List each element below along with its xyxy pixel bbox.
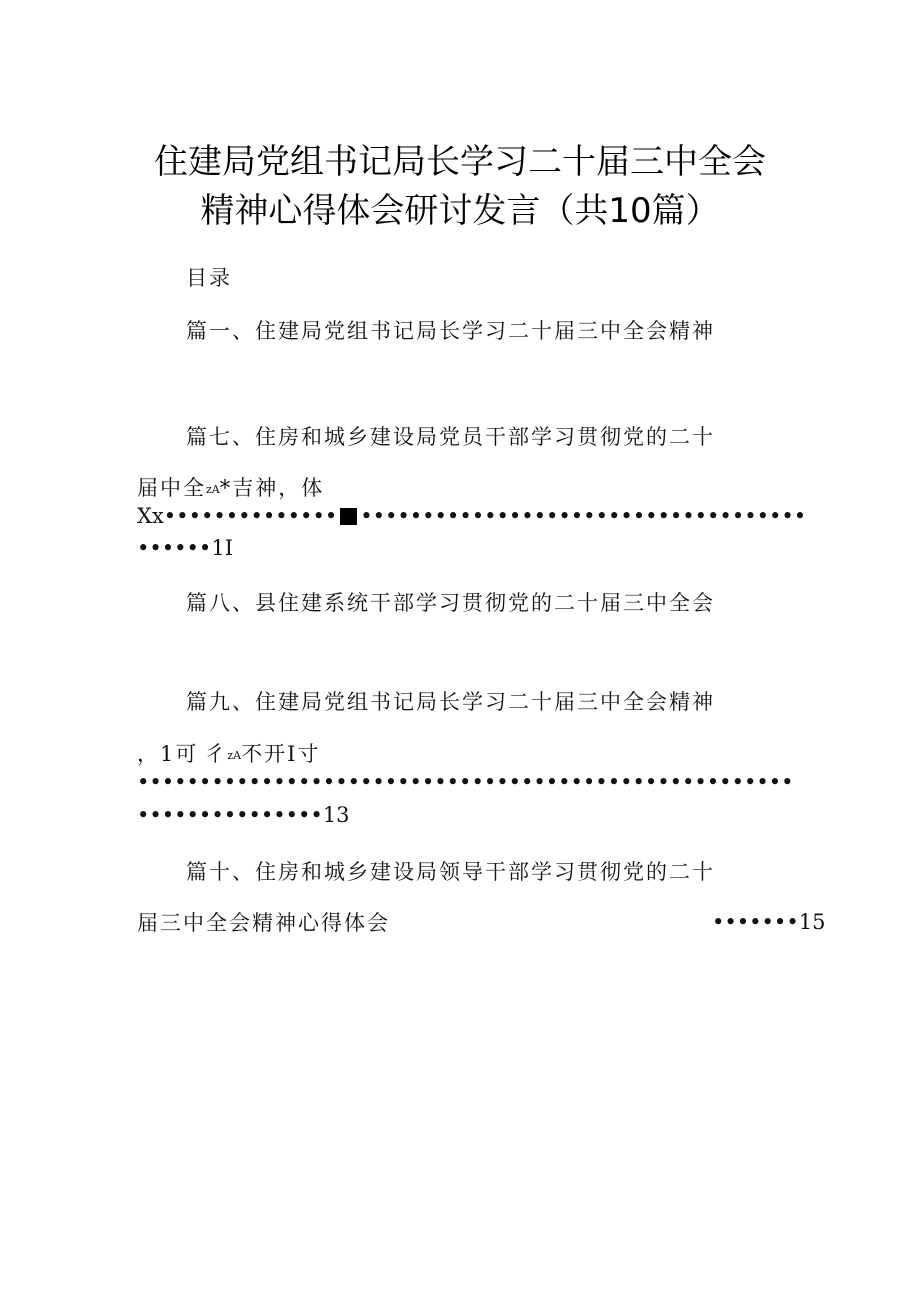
toc-entry-7-line-2-part-a: 届中全 [137,476,206,500]
toc-entry-7-line-1[interactable]: 篇七、住房和城乡建设局党员干部学习贯彻党的二十 [186,425,715,449]
toc-entry-9-line-2-small: zA [227,749,242,762]
toc-entry-7-page-number: 1I [211,536,233,560]
black-square-icon [340,508,357,525]
toc-entry-7-leader-line-1 [137,504,806,528]
toc-entry-7-leader-line-2 [137,536,233,560]
toc-entry-7-dots-a: •••••••••••••• [163,504,338,528]
document-title-line-1: 住建局党组书记局长学习二十届三中全会 [154,142,766,182]
toc-entry-7-dots-c: •••••• [137,536,212,560]
toc-entry-7-line-2[interactable] [137,472,324,502]
toc-entry-7-line-2-part-b: *吉神，体 [219,476,325,500]
toc-entry-7-line-2-small: zA [206,483,220,496]
toc-entry-9-line-2[interactable] [137,738,320,768]
toc-entry-9-dots: ••••••••••••••• [137,803,323,827]
toc-entry-1[interactable]: 篇一、住建局党组书记局长学习二十届三中全会精神 [186,319,715,343]
toc-entry-7-prefix: Xx [137,504,164,528]
toc-entry-9-line-2-part-a: ，1可 [137,742,199,766]
toc-entry-9-line-2-mid: 彳 [204,742,228,766]
toc-entry-9-leader-line-2 [137,803,350,827]
toc-entry-10-line-1[interactable]: 篇十、住房和城乡建设局领导干部学习贯彻党的二十 [186,860,715,884]
document-title-line-2: 精神心得体会研讨发言（共10篇） [200,191,720,231]
toc-heading: 目录 [186,266,232,290]
toc-entry-9-line-1[interactable]: 篇九、住建局党组书记局长学习二十届三中全会精神 [186,690,715,714]
toc-entry-7-dots-b: •••••••••••••••••••••••••••••••••••• [360,504,807,528]
toc-entry-10-page-number: 15 [798,910,826,934]
toc-entry-10-leader [712,910,825,934]
toc-entry-8[interactable]: 篇八、县住建系统干部学习贯彻党的二十届三中全会 [186,591,715,615]
toc-entry-10-line-2[interactable]: 届三中全会精神心得体会 [137,911,390,935]
toc-entry-9-line-2-part-b: 不开I寸 [241,742,321,766]
toc-entry-10-dots: ••••••• [712,910,799,934]
toc-entry-9-page-number: 13 [322,803,350,827]
toc-entry-9-leader-line-1: ••••••••••••••••••••••••••••••••••••••••••••••••••••• [137,770,794,794]
